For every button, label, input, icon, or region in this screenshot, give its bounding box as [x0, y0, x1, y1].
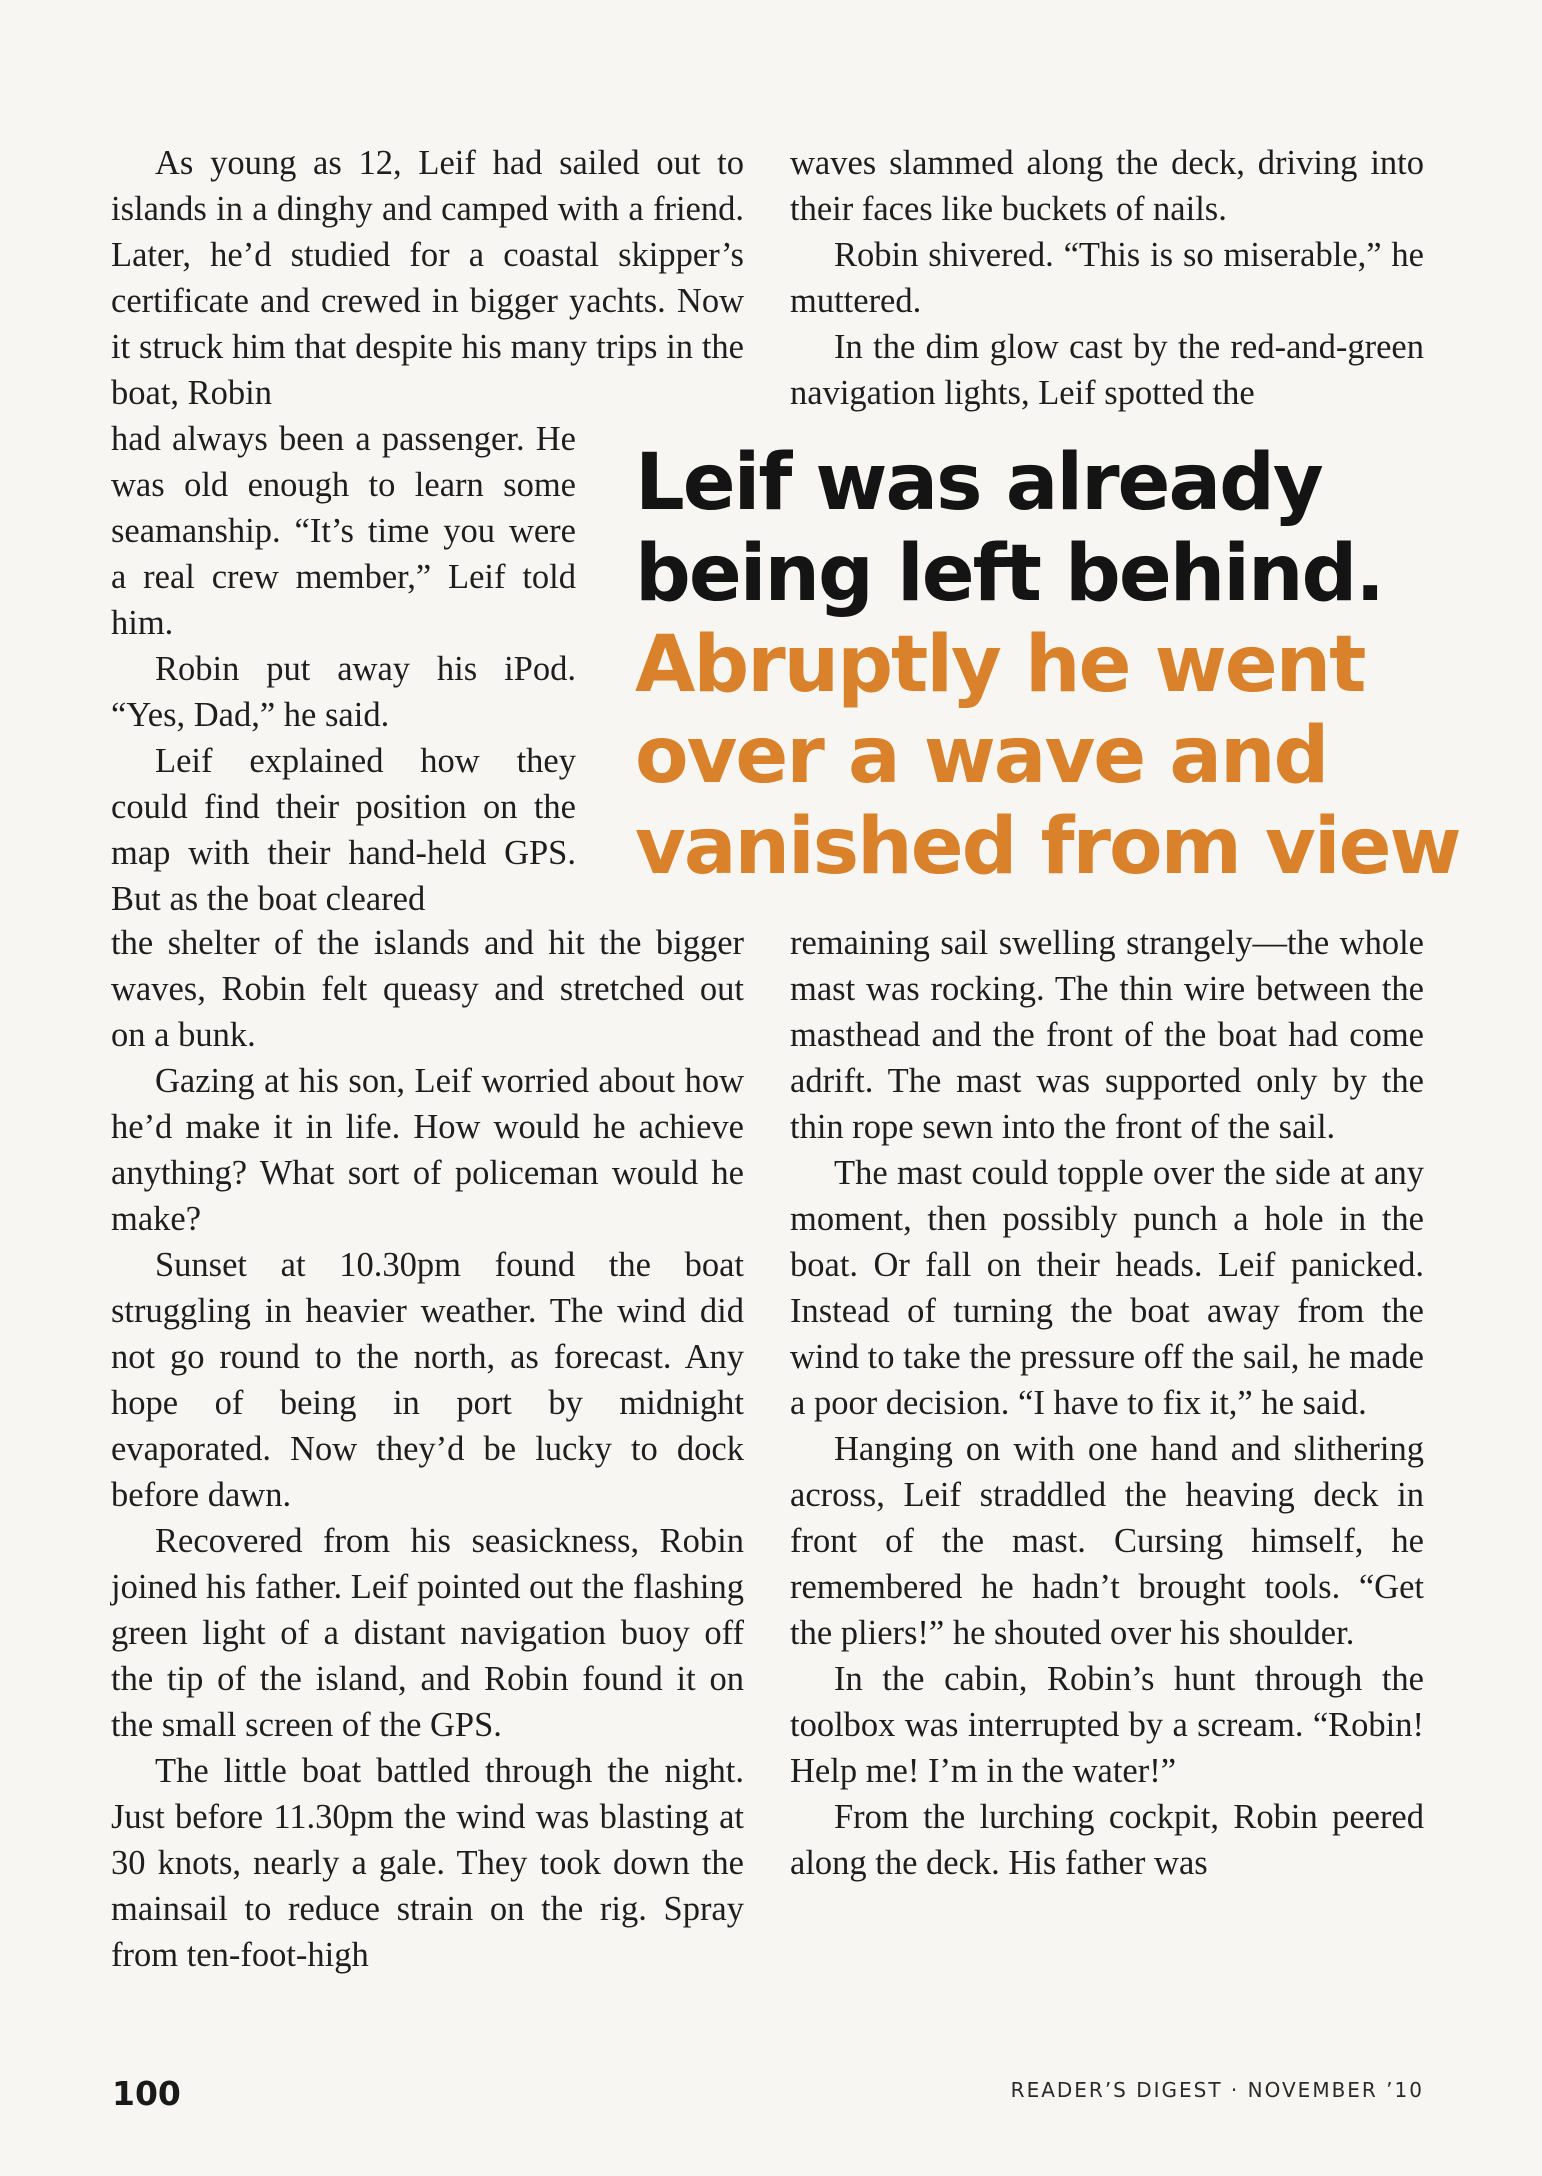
paragraph: The mast could topple over the side at any moment, then possibly punch a hole in the boat. Or fall on their heads. Leif panicked. Instead of turning the boat away from the wind to take the pressure off the sail, he made a poor decision. “I have to fix it,” he said.: [790, 1154, 1424, 1422]
paragraph: Hanging on with one hand and slithering across, Leif straddled the heaving deck in front of the mast. Cursing himself, he remembered he hadn’t brought tools. “Get the pliers!” he shouted over his shoulder.: [790, 1430, 1424, 1652]
paragraph: the shelter of the islands and hit the bigger waves, Robin felt queasy and stretched out on a bunk.: [111, 924, 744, 1054]
pull-quote-line: being left behind.: [635, 529, 1383, 619]
paragraph: The little boat battled through the night. Just before 11.30pm the wind was blasting at 30 knots, nearly a gale. They took down the mainsail to reduce strain on the rig. Spray from ten-foot-high: [111, 1752, 744, 1974]
right-column-bottom: [790, 920, 1424, 1886]
pull-quote: [635, 438, 1460, 893]
pull-quote-line: Leif was already: [635, 438, 1322, 528]
paragraph: In the dim glow cast by the red-and-green navigation lights, Leif spotted the: [790, 328, 1424, 412]
paragraph: Sunset at 10.30pm found the boat struggling in heavier weather. The wind did not go round to the north, as forecast. Any hope of being in port by midnight evaporated. Now they’d be lucky to dock before dawn.: [111, 1246, 744, 1514]
paragraph: Gazing at his son, Leif worried about how he’d make it in life. How would he achieve anything? What sort of policeman would he make?: [111, 1062, 744, 1238]
paragraph: Recovered from his seasickness, Robin joined his father. Leif pointed out the flashing green light of a distant navigation buoy off the tip of the island, and Robin found it on the small screen of the GPS.: [111, 1522, 744, 1744]
left-column-wrap: [111, 416, 576, 922]
paragraph: Robin put away his iPod. “Yes, Dad,” he said.: [111, 650, 576, 734]
left-column-bottom: [111, 920, 744, 1978]
publication-footer: READER’S DIGEST · NOVEMBER ’10: [1010, 2078, 1424, 2102]
paragraph: In the cabin, Robin’s hunt through the toolbox was interrupted by a scream. “Robin! Help me! I’m in the water!”: [790, 1660, 1424, 1790]
paragraph: As young as 12, Leif had sailed out to islands in a dinghy and camped with a friend. Later, he’d studied for a coastal skipper’s certificate and crewed in bigger yachts. Now it struck him that despite his many trips in the boat, Robin: [111, 144, 744, 412]
right-column-top: [790, 140, 1424, 416]
pull-quote-line: over a wave and: [635, 711, 1328, 801]
paragraph: remaining sail swelling strangely—the whole mast was rocking. The thin wire between the masthead and the front of the boat had come adrift. The mast was supported only by the thin rope sewn into the front of the sail.: [790, 924, 1424, 1146]
pull-quote-line: vanished from view: [635, 802, 1460, 892]
left-column-top: [111, 140, 744, 416]
page-number: 100: [112, 2074, 181, 2113]
paragraph: waves slammed along the deck, driving into their faces like buckets of nails.: [790, 144, 1424, 228]
paragraph: From the lurching cockpit, Robin peered along the deck. His father was: [790, 1798, 1424, 1882]
paragraph: Robin shivered. “This is so miserable,” he muttered.: [790, 236, 1424, 320]
pull-quote-line: Abruptly he went: [635, 620, 1365, 710]
paragraph: Leif explained how they could find their position on the map with their hand-held GPS. But as the boat cleared: [111, 742, 576, 918]
paragraph: had always been a passenger. He was old enough to learn some seamanship. “It’s time you were a real crew member,” Leif told him.: [111, 420, 576, 642]
